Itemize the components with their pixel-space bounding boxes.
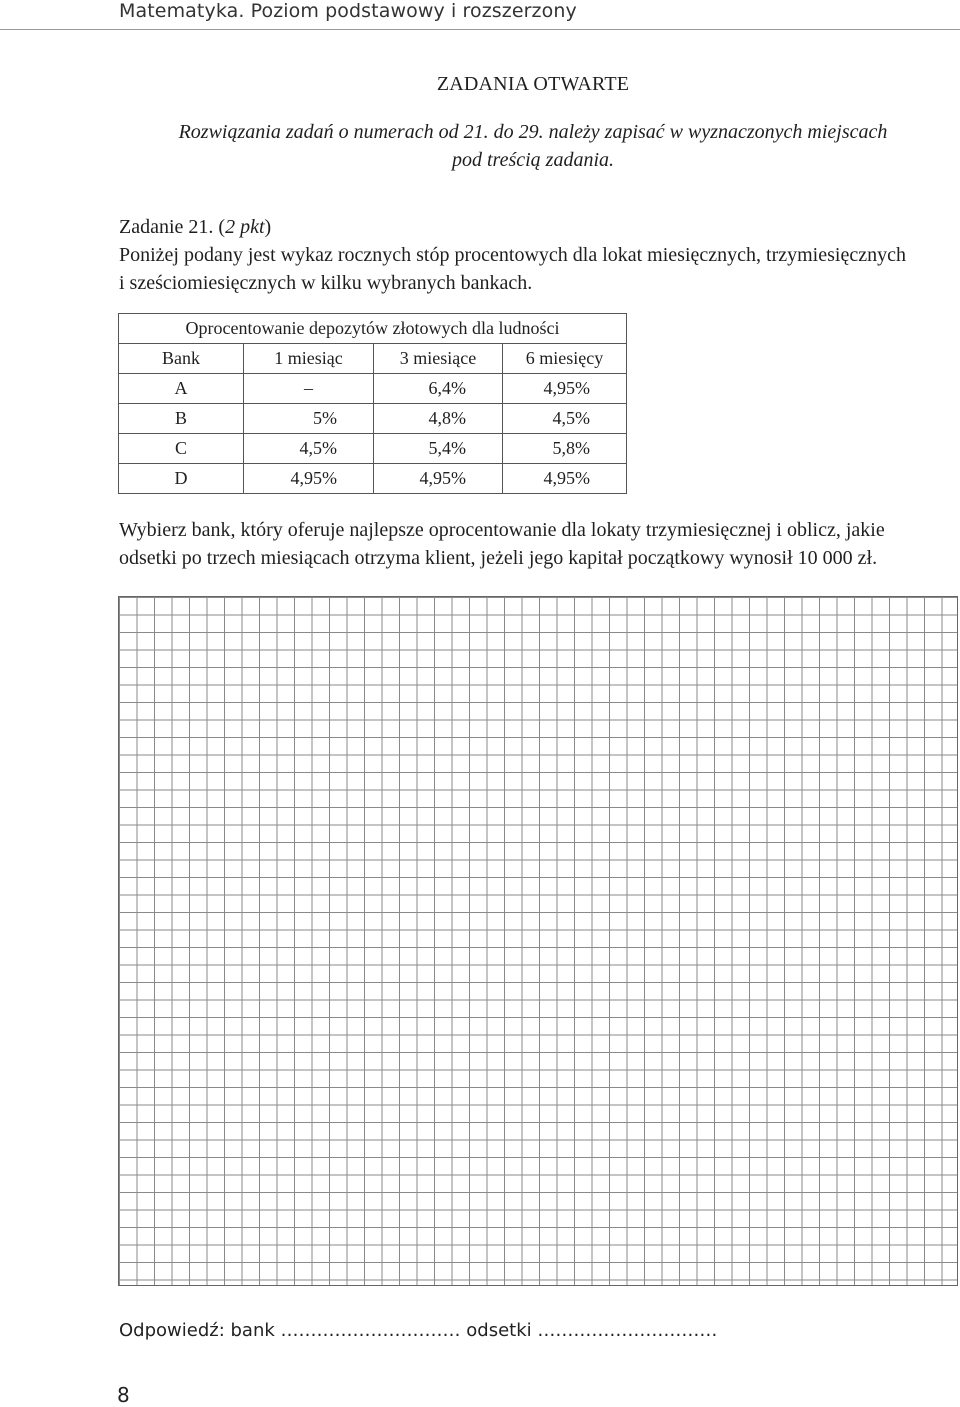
table-cell: 5,8% [503, 434, 627, 464]
task-header [119, 216, 271, 239]
section-instructions [0, 118, 960, 174]
table-row [119, 374, 627, 404]
table-cell: B [119, 404, 244, 434]
table-row [119, 434, 627, 464]
section-title: ZADANIA OTWARTE [436, 73, 630, 95]
table-caption-row [119, 314, 627, 344]
page-number: 8 [117, 1383, 130, 1407]
table-caption: Oprocentowanie depozytów złotowych dla ludności [119, 314, 627, 344]
task-points: (2 pkt) [218, 216, 272, 238]
table-cell: 4,8% [374, 404, 503, 434]
table-row [119, 464, 627, 494]
header-divider [0, 29, 960, 30]
table-cell: 4,95% [244, 464, 374, 494]
table-row [119, 404, 627, 434]
table-cell: C [119, 434, 244, 464]
task-question [119, 516, 960, 572]
table-cell: 4,5% [244, 434, 374, 464]
table-cell: 4,95% [503, 464, 627, 494]
table-cell: 6,4% [374, 374, 503, 404]
answer-line [119, 1320, 960, 1341]
page-header: Matematyka. Poziom podstawowy i rozszerzony [119, 0, 577, 22]
table-cell: 4,95% [503, 374, 627, 404]
table-cell: – [244, 374, 374, 404]
interest-rates-table [118, 313, 627, 494]
question-line-1: Wybierz bank, który oferuje najlepsze oprocentowanie dla lokaty trzymiesięcznej i oblicz, jakie [119, 519, 885, 541]
task-intro [119, 241, 960, 297]
column-header-3-months: 3 miesiące [374, 344, 503, 374]
answer-interest-label: odsetki [466, 1320, 532, 1341]
table-cell: 4,5% [503, 404, 627, 434]
column-header-1-month: 1 miesiąc [244, 344, 374, 374]
answer-interest-field[interactable]: ………………………… [537, 1320, 718, 1341]
table-cell: A [119, 374, 244, 404]
table-cell: 4,95% [374, 464, 503, 494]
answer-bank-field[interactable]: ………………………… [280, 1320, 461, 1341]
answer-bank-label: Odpowiedź: bank [119, 1320, 275, 1341]
table-cell: 5% [244, 404, 374, 434]
question-line-2: odsetki po trzech miesiącach otrzyma klient, jeżeli jego kapitał początkowy wynosił 10 000 zł. [119, 547, 878, 569]
intro-line-2: i sześciomiesięcznych w kilku wybranych bankach. [119, 272, 533, 294]
table-header-row [119, 344, 627, 374]
task-label: Zadanie 21. [119, 216, 214, 238]
table-cell: 5,4% [374, 434, 503, 464]
instructions-line-2: pod treścią zadania. [451, 149, 615, 171]
column-header-bank: Bank [119, 344, 244, 374]
answer-grid[interactable] [118, 596, 958, 1286]
column-header-6-months: 6 miesięcy [503, 344, 627, 374]
intro-line-1: Poniżej podany jest wykaz rocznych stóp procentowych dla lokat miesięcznych, trzymiesięcznych [119, 244, 906, 266]
table-cell: D [119, 464, 244, 494]
instructions-line-1: Rozwiązania zadań o numerach od 21. do 29. należy zapisać w wyznaczonych miejscach [178, 121, 888, 143]
